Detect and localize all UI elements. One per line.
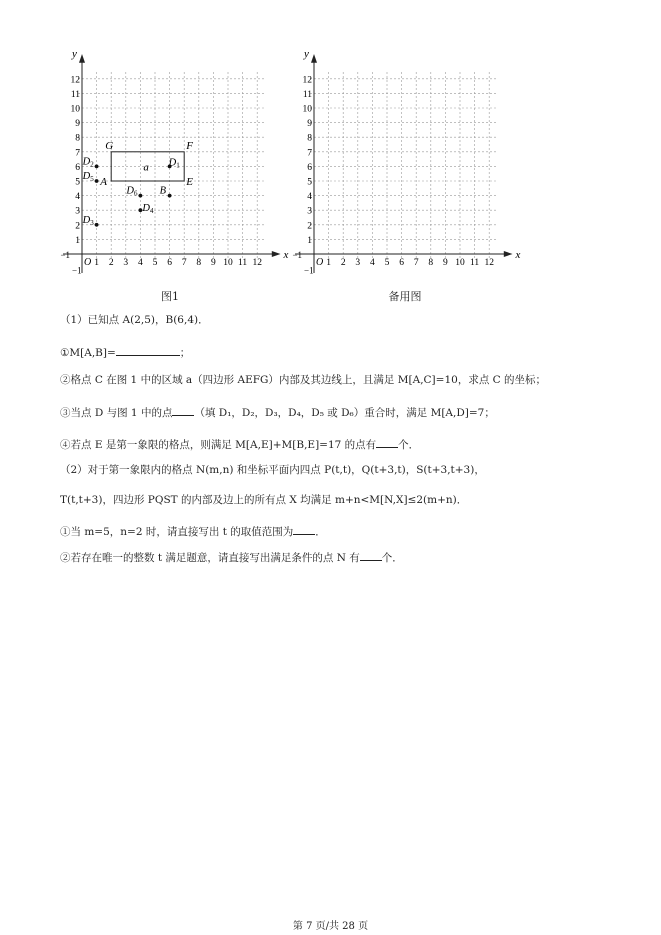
x-tick-label: 9	[211, 258, 216, 268]
y-tick-label: 3	[75, 206, 80, 217]
y-tick-label: 12	[302, 75, 312, 86]
y-tick-label: 12	[70, 75, 80, 86]
figure-1-caption: 图1	[161, 290, 179, 303]
q1-intro: （1）已知点 A(2,5)，B(6,4)．	[60, 314, 209, 326]
x-tick-label: 5	[152, 258, 158, 268]
point-d3	[95, 223, 99, 227]
x-tick-label: 5	[384, 258, 390, 268]
figure-1-graph	[60, 42, 289, 276]
x-tick-label: 2	[108, 258, 114, 268]
x-tick-label: 10	[223, 258, 233, 268]
y-axis-label: y	[304, 47, 309, 60]
x-tick-label: 10	[455, 258, 465, 268]
q1-part4-text-b: 个．	[398, 439, 420, 451]
q1-part2: ②格点 C 在图 1 中的区域 a（四边形 AEFG）内部及其边线上，且满足 M[A,C]=10，求点 C 的坐标；	[60, 374, 547, 386]
q2-intro: （2）对于第一象限内的格点 N(m,n) 和坐标平面内四点 P(t,t)，Q(t+3,t)，S(t+3,t+3)，	[60, 464, 485, 476]
x-tick-label: 11	[238, 258, 248, 268]
q1-part1	[60, 344, 190, 360]
x-tick-label: 12	[252, 258, 262, 268]
answer-blank-3[interactable]	[172, 404, 194, 416]
vertex-label-a: A	[100, 176, 107, 188]
x-tick-label: 12	[484, 258, 494, 268]
y-tick-label: 8	[75, 133, 80, 144]
q1-part1-text: ①M[A,B]=	[60, 347, 116, 359]
origin-label: O	[316, 257, 324, 268]
neg-y-label: −1	[72, 265, 82, 276]
figure-2	[290, 42, 521, 303]
vertex-label-g: G	[105, 139, 114, 152]
x-tick-label: 1	[94, 258, 99, 268]
point-label-d1: D1	[168, 157, 180, 170]
y-tick-label: 8	[307, 133, 312, 144]
y-tick-label: 10	[302, 104, 312, 115]
q1-part3	[60, 404, 495, 420]
y-tick-label: 7	[75, 148, 80, 159]
y-tick-label: 7	[307, 148, 312, 159]
y-tick-label: 3	[307, 206, 312, 217]
x-tick-label: 8	[196, 258, 202, 268]
x-axis-arrow	[504, 251, 513, 257]
x-tick-label: 3	[355, 258, 361, 268]
x-tick-label: 9	[443, 258, 448, 268]
y-axis-arrow	[311, 54, 317, 63]
y-tick-label: 2	[75, 221, 80, 232]
x-tick-label: 2	[340, 258, 346, 268]
q1-part3-text-a: ③当点 D 与图 1 中的点	[60, 407, 173, 419]
q2-part1	[60, 523, 326, 539]
vertex-label-f: F	[186, 139, 193, 152]
q1-part3-text-b: （填 D₁，D₂，D₃，D₄，D₅ 或 D₆）重合时，满足 M[A,D]=7；	[194, 407, 495, 419]
y-axis-label: y	[72, 47, 77, 60]
x-axis-arrow	[272, 251, 281, 257]
neg-y-label: −1	[304, 265, 314, 276]
point-d2	[95, 165, 99, 169]
point-b	[168, 194, 172, 198]
page-footer: 第 7 页/共 28 页	[292, 921, 369, 932]
point-label-b: B	[159, 185, 167, 197]
q2-part2	[60, 549, 403, 565]
y-tick-label: 10	[70, 104, 80, 115]
x-tick-label: 11	[470, 258, 480, 268]
point-d6	[139, 194, 143, 198]
y-tick-label: 1	[75, 235, 80, 246]
y-tick-label: 11	[70, 89, 80, 100]
q1-part4	[60, 436, 419, 452]
y-tick-label: 5	[75, 177, 80, 188]
x-tick-label: 4	[370, 258, 375, 268]
x-tick-label: 6	[167, 258, 172, 268]
y-tick-label: 9	[75, 119, 80, 130]
y-axis-arrow	[79, 54, 85, 63]
x-tick-label: 7	[413, 258, 419, 268]
y-tick-label: 9	[307, 119, 312, 130]
q2-part2-text-b: 个．	[381, 552, 403, 564]
x-axis-label: x	[283, 249, 289, 261]
x-tick-label: 4	[138, 258, 143, 268]
point-label-d5: D5	[82, 171, 94, 183]
answer-blank-5[interactable]	[293, 523, 315, 535]
vertex-label-e: E	[186, 176, 193, 188]
y-tick-label: 2	[307, 221, 312, 232]
point-label-d2: D2	[82, 156, 94, 169]
x-tick-label: 3	[123, 258, 129, 268]
q1-part4-text-a: ④若点 E 是第一象限的格点，则满足 M[A,E]+M[B,E]=17 的点有	[60, 439, 377, 451]
x-axis-label: x	[515, 249, 521, 261]
figure-1	[60, 42, 289, 303]
q2-part2-text-a: ②若存在唯一的整数 t 满足题意，请直接写出满足条件的点 N 有	[60, 552, 360, 564]
point-label-d4: D4	[142, 203, 154, 216]
y-tick-label: 6	[75, 162, 80, 173]
x-tick-label: 7	[181, 258, 187, 268]
q1-part1-end: ；	[179, 347, 191, 359]
point-d5	[95, 179, 99, 183]
q2-part1-text-b: ．	[315, 526, 326, 538]
point-label-d6: D6	[126, 185, 138, 198]
neg-x-label: −1	[60, 250, 71, 260]
y-tick-label: 11	[302, 89, 312, 100]
y-tick-label: 6	[307, 162, 312, 173]
y-tick-label: 1	[307, 235, 312, 246]
answer-blank-4[interactable]	[376, 436, 398, 448]
origin-label: O	[84, 257, 92, 268]
neg-x-label: −1	[292, 250, 303, 260]
x-tick-label: 6	[399, 258, 404, 268]
y-tick-label: 5	[307, 177, 312, 188]
figure-2-caption: 备用图	[388, 290, 422, 303]
answer-blank-1[interactable]	[116, 344, 180, 356]
answer-blank-6[interactable]	[360, 549, 382, 561]
y-tick-label: 4	[307, 192, 312, 203]
x-tick-label: 1	[326, 258, 331, 268]
figure-2-graph	[290, 42, 520, 274]
x-tick-label: 8	[428, 258, 434, 268]
y-tick-label: 4	[75, 192, 80, 203]
q2-intro-2: T(t,t+3)，四边形 PQST 的内部及边上的所有点 X 均满足 m+n<M[N,X]≤2(m+n)．	[60, 494, 468, 506]
point-label-d3: D3	[82, 214, 94, 227]
region-label-a: a	[143, 161, 149, 174]
q2-part1-text-a: ①当 m=5，n=2 时，请直接写出 t 的取值范围为	[60, 526, 294, 538]
